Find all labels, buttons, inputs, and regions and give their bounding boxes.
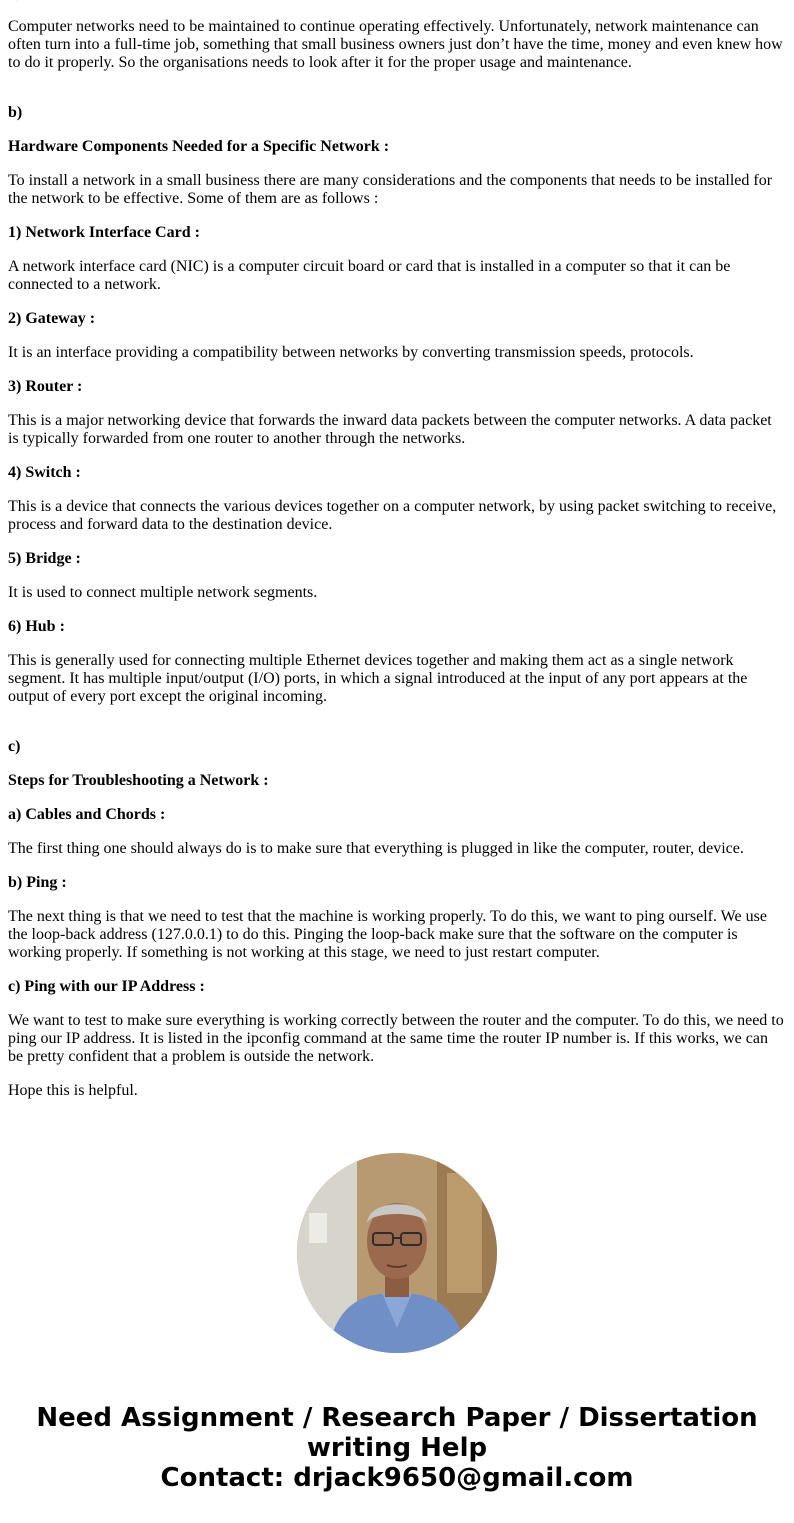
paragraph-hardware-intro: To install a network in a small business there are many considerations and the components that needs to be installed for the network to be effective. Some of them are as follows :: [8, 172, 773, 207]
component-text-bridge: It is used to connect multiple network segments.: [8, 584, 318, 601]
author-photo: [297, 1153, 497, 1353]
section-label-c: c): [8, 738, 21, 755]
closing-line: Hope this is helpful.: [8, 1082, 138, 1099]
component-title-nic: 1) Network Interface Card :: [8, 224, 200, 241]
heading-troubleshooting: Steps for Troubleshooting a Network :: [8, 772, 269, 789]
component-title-hub: 6) Hub :: [8, 618, 65, 635]
component-title-bridge: 5) Bridge :: [8, 550, 81, 567]
promo-line-1: Need Assignment / Research Paper / Dissertation: [36, 1403, 758, 1433]
component-text-nic: A network interface card (NIC) is a computer circuit board or card that is installed in a computer so that it can be connected to a network.: [8, 258, 731, 293]
spacer: [8, 722, 786, 738]
step-text-cables: The first thing one should always do is to make sure that everything is plugged in like the computer, router, device.: [8, 840, 744, 857]
document-body: [8, 0, 786, 1116]
section-label-b: b): [8, 104, 23, 121]
author-avatar: [297, 1153, 497, 1353]
component-text-router: This is a major networking device that forwards the inward data packets between the computer networks. A data packet is typically forwarded from one router to another through the networks.: [8, 412, 772, 447]
component-text-gateway: It is an interface providing a compatibility between networks by converting transmission speeds, protocols.: [8, 344, 694, 361]
paragraph-maintenance: Computer networks need to be maintained to continue operating effectively. Unfortunately, network maintenance can often turn into a full-time job, something that small business owners just don’t have the time, money and even knew how to do it properly. So the organisations needs to look after it for the proper usage and maintenance.: [8, 18, 783, 71]
step-text-ping-ip: We want to test to make sure everything is working correctly between the router and the computer. To do this, we need to ping our IP address. It is listed in the ipconfig command at the same time the router IP number is. If this works, we can be pretty confident that a problem is outside the network.: [8, 1012, 784, 1065]
promo-banner: [0, 1403, 794, 1493]
promo-line-2: writing Help: [306, 1433, 488, 1463]
step-text-ping: The next thing is that we need to test that the machine is working properly. To do this, we want to ping ourself. We use the loop-back address (127.0.0.1) to do this. Pinging the loop-back make sure that the software on the computer is working properly. If something is not working at this stage, we need to just restart computer.: [8, 908, 767, 961]
step-title-cables: a) Cables and Chords :: [8, 806, 166, 823]
component-text-hub: This is generally used for connecting multiple Ethernet devices together and making them act as a single network segment. It has multiple input/output (I/O) ports, in which a signal introduced at the input of any port appears at the output of every port except the original incoming.: [8, 652, 748, 705]
heading-maintenance: [8, 0, 786, 2]
component-title-switch: 4) Switch :: [8, 464, 81, 481]
step-title-ping: b) Ping :: [8, 874, 67, 891]
step-title-ping-ip: c) Ping with our IP Address :: [8, 978, 205, 995]
heading-hardware-components: Hardware Components Needed for a Specific Network :: [8, 138, 390, 155]
promo-contact[interactable]: Contact: drjack9650@gmail.com: [160, 1463, 634, 1493]
component-title-gateway: 2) Gateway :: [8, 310, 96, 327]
component-text-switch: This is a device that connects the various devices together on a computer network, by using packet switching to receive, process and forward data to the destination device.: [8, 498, 777, 533]
component-title-router: 3) Router :: [8, 378, 83, 395]
spacer: [8, 88, 786, 104]
